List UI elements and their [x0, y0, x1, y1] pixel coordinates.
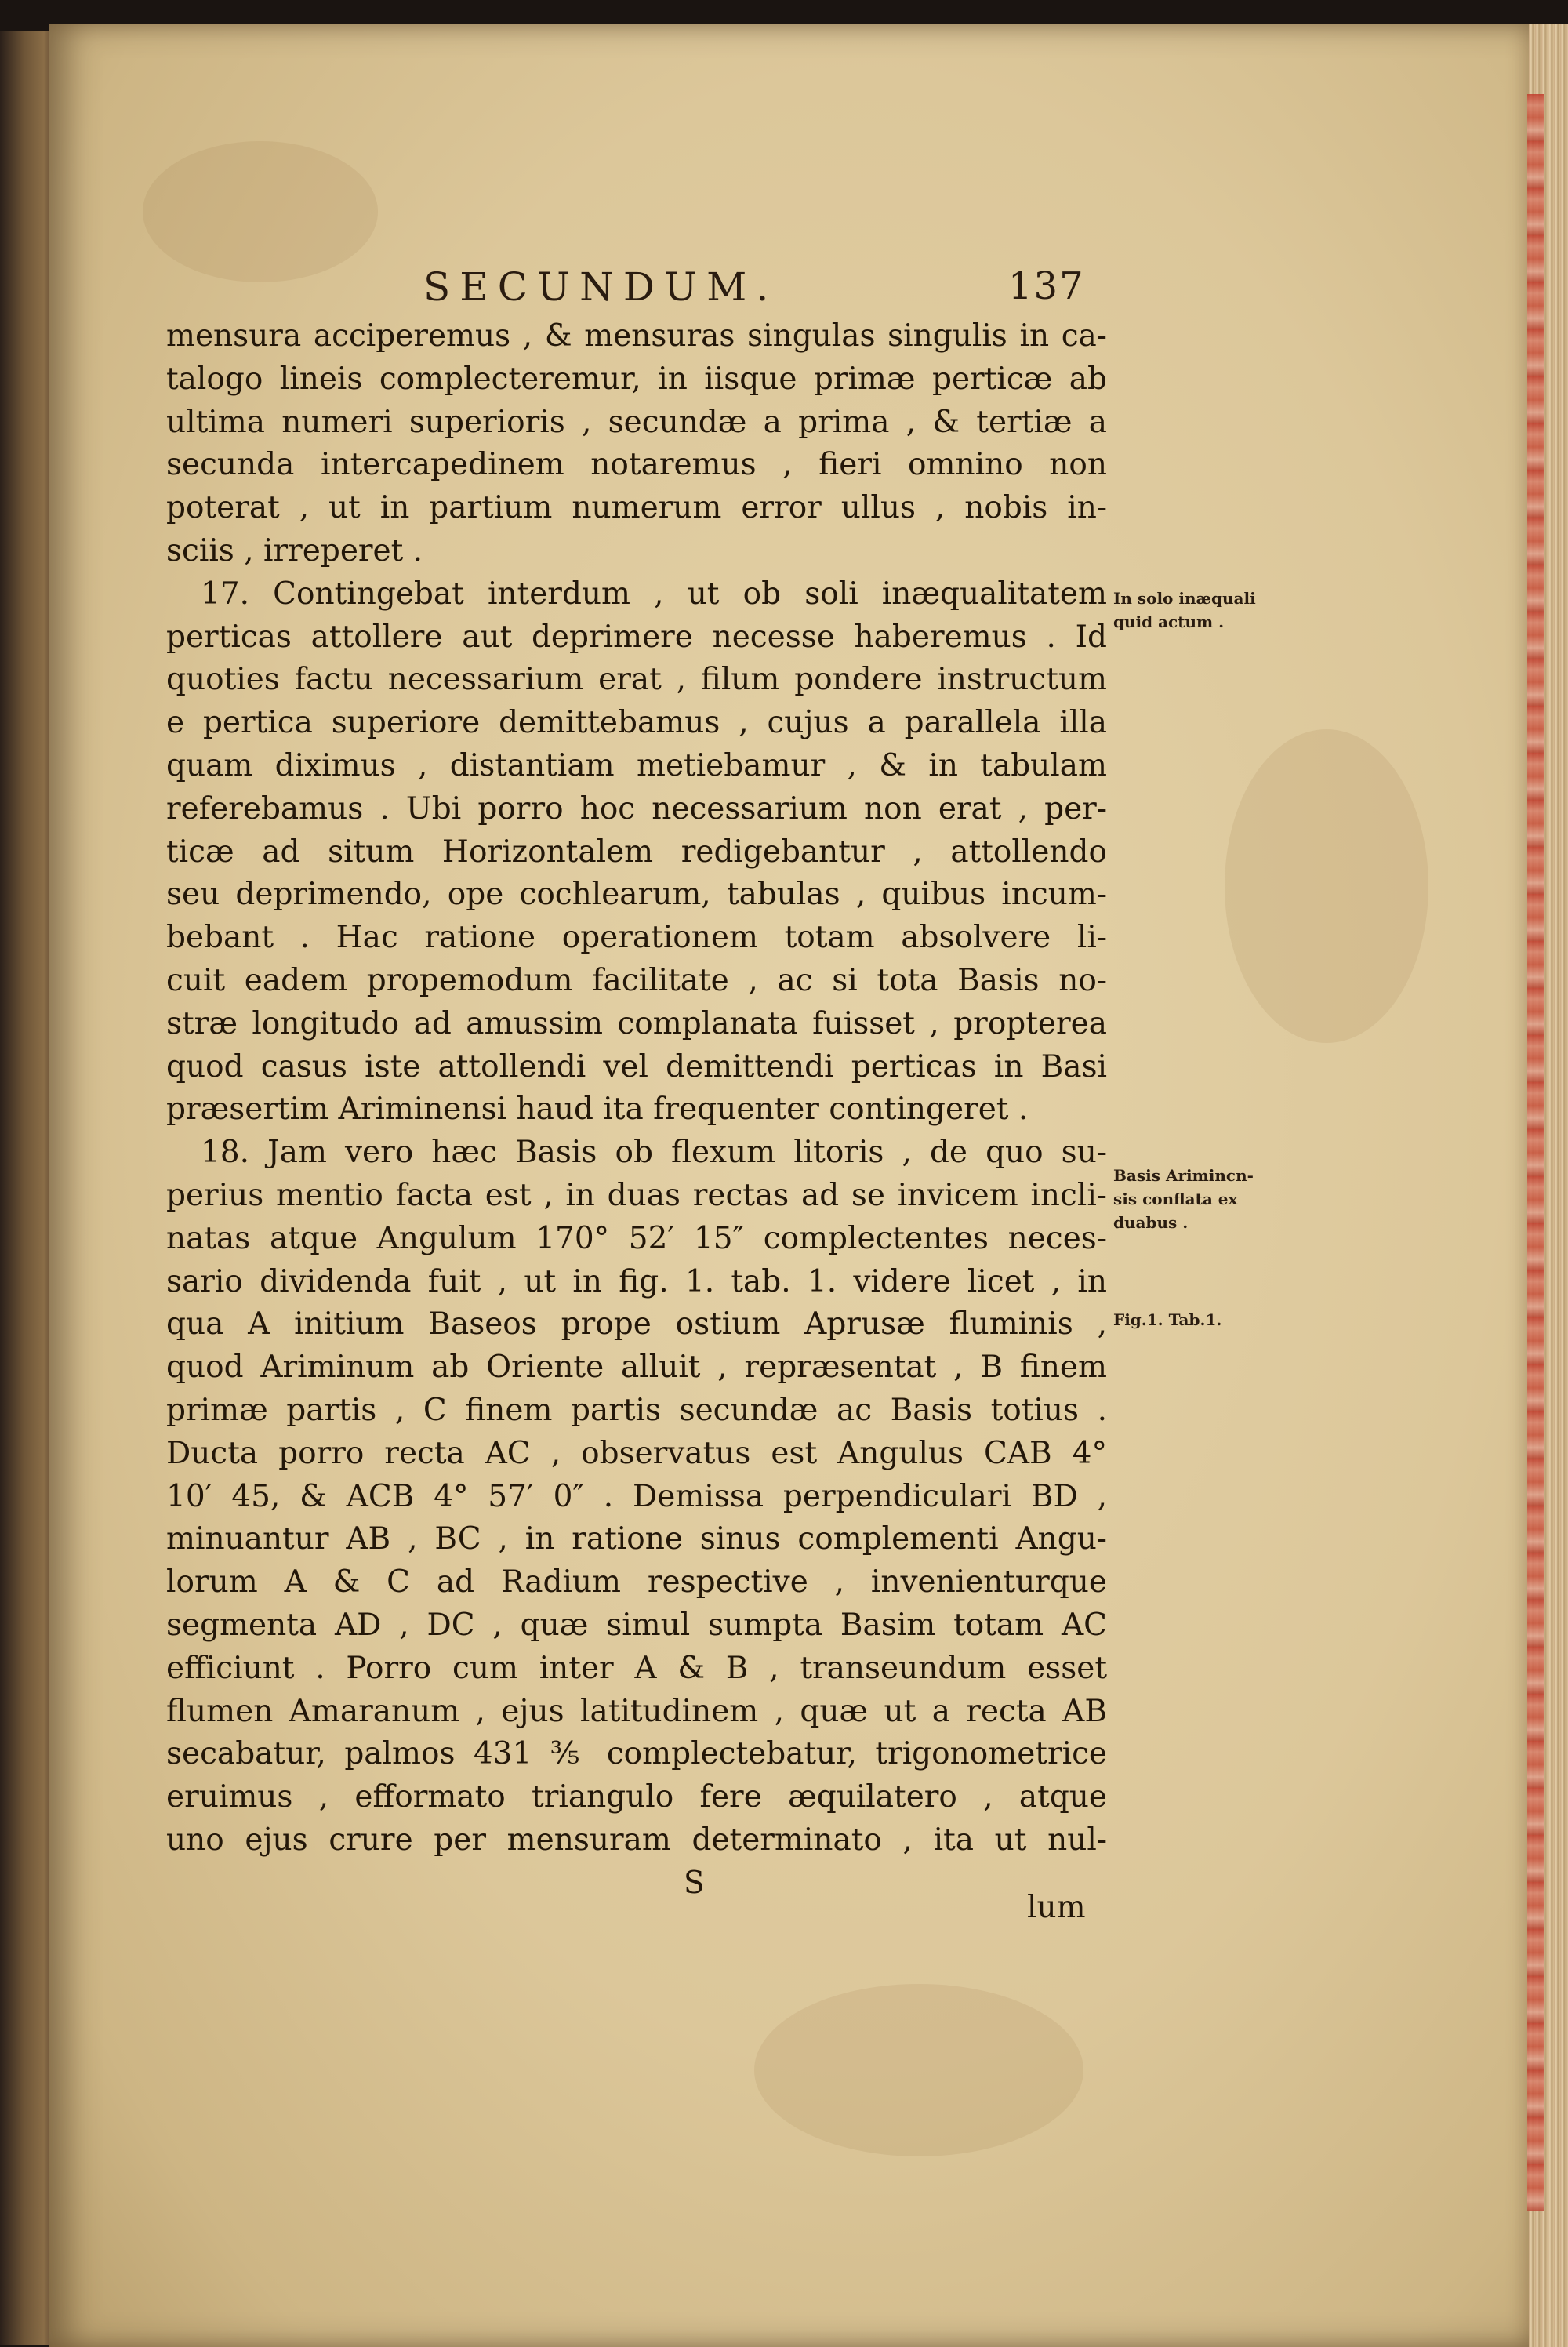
text-line: minuantur AB , BC , in ratione sinus complementi Angu- — [166, 1521, 1107, 1557]
margin-note-line: quid actum . — [1113, 612, 1225, 631]
text-line: mensura acciperemus , & mensuras singulas singulis in ca- — [166, 318, 1107, 354]
text-line: 10′ 45, & ACB 4° 57′ 0″ . Demissa perpendiculari BD , — [166, 1478, 1107, 1514]
margin-note-line: sis conflata ex — [1113, 1190, 1238, 1208]
margin-note-line: Fig.1. Tab.1. — [1113, 1310, 1222, 1329]
paper-stain — [143, 141, 378, 282]
text-line: secunda intercapedinem notaremus , fieri omnino non — [166, 447, 1107, 483]
margin-note-line: In solo inæquali — [1113, 589, 1256, 608]
paper-stain — [754, 1984, 1083, 2156]
margin-note-uneven-ground — [1113, 587, 1301, 634]
text-line: quoties factu necessarium erat , filum pondere instructum — [166, 662, 1107, 698]
text-line: sario dividenda fuit , ut in fig. 1. tab. 1. videre licet , in — [166, 1263, 1107, 1299]
text-line: primæ partis , C finem partis secundæ ac Basis totius . — [166, 1392, 1107, 1428]
text-line: cuit eadem propemodum facilitate , ac si tota Basis no- — [166, 962, 1107, 998]
paragraph-start-17: 17. Contingebat interdum , ut ob soli inæqualitatem — [201, 576, 1107, 612]
text-line: quam diximus , distantiam metiebamur , & in tabulam — [166, 747, 1107, 783]
signature-mark: S — [684, 1865, 705, 1901]
catchword: lum — [1027, 1890, 1086, 1925]
text-line: Ducta porro recta AC , observatus est Angulus CAB 4° — [166, 1435, 1107, 1471]
text-line: bebant . Hac ratione operationem totam absolvere li- — [166, 920, 1107, 956]
text-line: seu deprimendo, ope cochlearum, tabulas , quibus incum- — [166, 877, 1107, 913]
text-line: præsertim Ariminensi haud ita frequenter contingeret . — [166, 1092, 1029, 1128]
text-line: stræ longitudo ad amussim complanata fuisset , propterea — [166, 1005, 1107, 1041]
text-line: uno ejus crure per mensuram determinato , ita ut nul- — [166, 1822, 1107, 1858]
margin-note-line: Basis Arimincn- — [1113, 1166, 1254, 1185]
text-line: talogo lineis complecteremur, in iisque primæ perticæ ab — [166, 361, 1107, 397]
text-line: flumen Amaranum , ejus latitudinem , quæ ut a recta AB — [166, 1693, 1107, 1729]
text-line: efficiunt . Porro cum inter A & B , transeundum esset — [166, 1650, 1107, 1686]
text-line: quod Ariminum ab Oriente alluit , repræsentat , B finem — [166, 1350, 1107, 1386]
text-line: e pertica superiore demittebamus , cujus a parallela illa — [166, 705, 1107, 741]
text-line: segmenta AD , DC , quæ simul sumpta Basim totam AC — [166, 1607, 1107, 1643]
text-line: poterat , ut in partium numerum error ullus , nobis in- — [166, 490, 1107, 526]
previous-page-edge — [0, 31, 55, 2345]
margin-note-figure-ref — [1113, 1308, 1301, 1332]
text-line: ultima numeri superioris , secundæ a prima , & tertiæ a — [166, 404, 1107, 440]
text-line: eruimus , efformato triangulo fere æquilatero , atque — [166, 1779, 1107, 1815]
page-number: 137 — [1008, 264, 1085, 308]
paragraph-start-18: 18. Jam vero hæc Basis ob flexum litoris , de quo su- — [201, 1135, 1107, 1171]
paper-stain — [1225, 729, 1428, 1043]
text-line: secabatur, palmos 431 ⅗ complectebatur, trigonometrice — [166, 1736, 1107, 1772]
text-line: natas atque Angulum 170° 52′ 15″ complectentes neces- — [166, 1220, 1107, 1256]
text-line: qua A initium Baseos prope ostium Aprusæ fluminis , — [166, 1306, 1107, 1342]
red-sprinkled-edge — [1527, 94, 1544, 2211]
text-line: ticæ ad situm Horizontalem redigebantur , attollendo — [166, 834, 1107, 870]
margin-note-basis — [1113, 1164, 1301, 1234]
text-line: sciis , irreperet . — [166, 532, 423, 569]
text-line: referebamus . Ubi porro hoc necessarium non erat , per- — [166, 790, 1107, 827]
text-line: lorum A & C ad Radium respective , invenienturque — [166, 1564, 1107, 1600]
margin-note-line: duabus . — [1113, 1213, 1189, 1232]
text-line: perticas attollere aut deprimere necesse haberemus . Id — [166, 619, 1107, 655]
text-line: quod casus iste attollendi vel demittendi perticas in Basi — [166, 1048, 1107, 1084]
body-text — [166, 315, 1107, 1905]
text-line: perius mentio facta est , in duas rectas ad se invicem incli- — [166, 1177, 1107, 1213]
running-title: SECUNDUM. — [423, 264, 779, 310]
